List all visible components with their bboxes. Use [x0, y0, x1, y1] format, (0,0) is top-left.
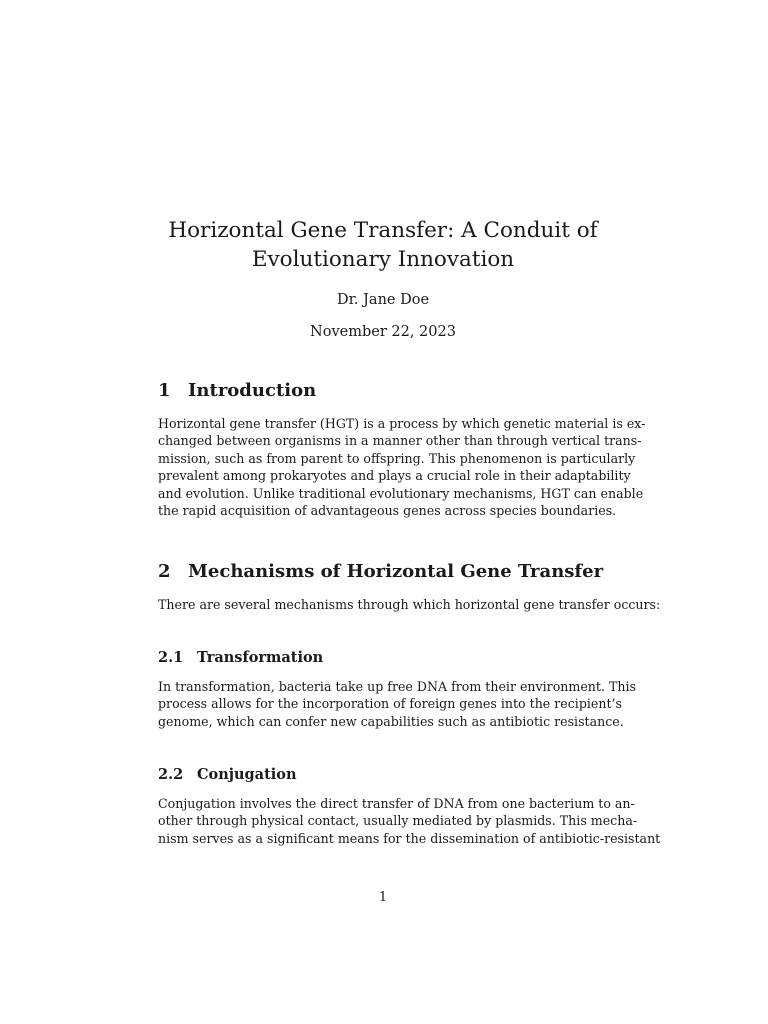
- section-title: Mechanisms of Horizontal Gene Transfer: [188, 561, 604, 582]
- paragraph-line: changed between organisms in a manner other than through vertical trans-: [158, 433, 642, 449]
- paragraph-line: process allows for the incorporation of foreign genes into the recipient’s: [158, 696, 622, 712]
- paragraph-line: genome, which can confer new capabilities such as antibiotic resistance.: [158, 713, 624, 729]
- subsection-heading-conjugation: [158, 766, 618, 784]
- subsection-heading-transformation: [158, 649, 618, 667]
- paragraph-line: Conjugation involves the direct transfer of DNA from one bacterium to an-: [158, 796, 635, 811]
- paper-author: Dr. Jane Doe: [336, 292, 430, 308]
- subsection-number: 2.2: [158, 766, 184, 783]
- paragraph-line: other through physical contact, usually mediated by plasmids. This mecha-: [158, 813, 638, 829]
- subsection-title: Conjugation: [197, 766, 297, 783]
- paragraph-line: Horizontal gene transfer (HGT) is a process by which genetic material is ex-: [158, 416, 646, 431]
- paper-date: November 22, 2023: [310, 324, 456, 340]
- paper-title-line-2: Evolutionary Innovation: [251, 247, 515, 272]
- paragraph-line: There are several mechanisms through which horizontal gene transfer occurs:: [158, 597, 661, 612]
- page-number: 1: [378, 890, 388, 905]
- paper-title: [158, 216, 608, 274]
- subsection-title: Transformation: [197, 649, 324, 666]
- paragraph-line: mission, such as from parent to offspring. This phenomenon is particularly: [158, 450, 636, 466]
- paragraph-line: nism serves as a significant means for the dissemination of antibiotic-resistant: [158, 830, 661, 846]
- paper-title-line-1: Horizontal Gene Transfer: A Conduit of: [168, 218, 598, 243]
- subsection-number: 2.1: [158, 649, 184, 666]
- introduction-paragraph: [158, 415, 646, 519]
- conjugation-paragraph: [158, 795, 661, 847]
- section-number: 1: [158, 380, 171, 401]
- section-title: Introduction: [188, 380, 317, 401]
- transformation-paragraph: [158, 678, 636, 730]
- section-heading-introduction: [158, 380, 618, 402]
- section-heading-mechanisms: [158, 561, 618, 583]
- paragraph-line: In transformation, bacteria take up free DNA from their environment. This: [158, 679, 636, 694]
- paragraph-line: the rapid acquisition of advantageous genes across species boundaries.: [158, 503, 617, 519]
- mechanisms-paragraph: [158, 596, 661, 613]
- paragraph-line: prevalent among prokaryotes and plays a crucial role in their adaptability: [158, 468, 631, 484]
- section-number: 2: [158, 561, 171, 582]
- paragraph-line: and evolution. Unlike traditional evolutionary mechanisms, HGT can enable: [158, 485, 644, 501]
